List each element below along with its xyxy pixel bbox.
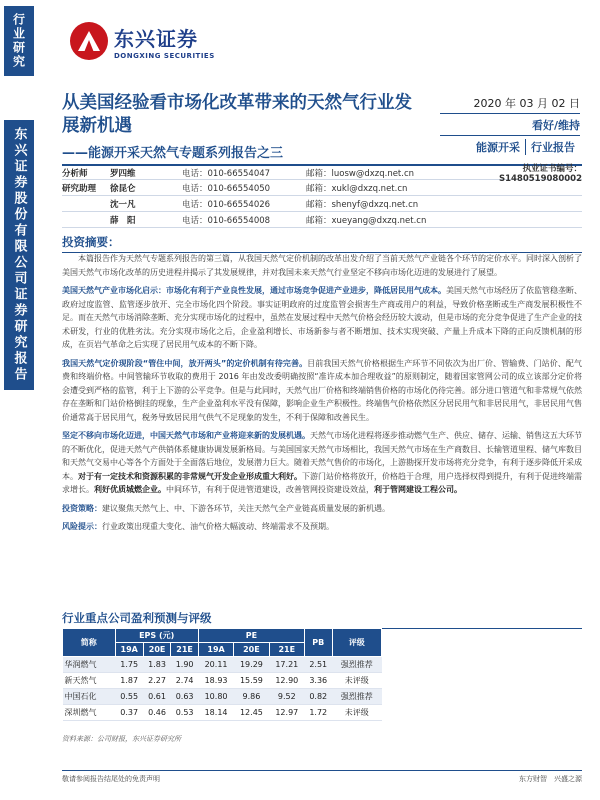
report-tags xyxy=(440,136,580,155)
paragraph-pricing xyxy=(62,357,582,425)
paragraph-outlook xyxy=(62,429,582,497)
report-subtitle: ——能源开采天然气专题系列报告之三 xyxy=(62,146,284,161)
table-source: 资料来源：公司财报，东兴证券研究所 xyxy=(62,735,181,743)
analyst-tel: 电话：010-66554050 xyxy=(182,183,271,194)
paragraph-lead: 投资策略： xyxy=(62,503,102,513)
analyst-table xyxy=(62,164,582,228)
paragraph-highlight: 利好优质城燃企业。 xyxy=(94,485,166,494)
col-year: 21E xyxy=(269,643,304,657)
table-cell: 0.63 xyxy=(171,689,199,705)
table-cell: 3.36 xyxy=(304,673,332,689)
col-year: 20E xyxy=(143,643,171,657)
paragraph-intro: 本篇报告作为天然气专题系列报告的第三篇，从我国天然气定价机制的改革出发介绍了当前天然气产业链各个环节的定价水平。同时深入剖析了美国天然气市场化改革的历史进程并揭示了其发展规律，并对我国未来天然气行业坚定不移向市场化迈进的发展进行了展望。 xyxy=(62,254,582,277)
category-label: 行业研究 xyxy=(4,6,34,76)
table-row xyxy=(63,673,382,689)
forecast-table xyxy=(62,628,382,721)
analyst-tel: 电话：010-66554047 xyxy=(182,168,271,179)
left-strip xyxy=(0,0,38,800)
analyst-name: 沈一凡 xyxy=(110,199,136,210)
paragraph-text: 中间环节，有利于促进管道建设，改善管网投资建设效益， xyxy=(166,485,374,494)
analyst-name: 薛 阳 xyxy=(110,215,136,226)
summary-heading: 投资摘要： xyxy=(62,234,582,253)
table-cell: 2.27 xyxy=(143,673,171,689)
analyst-email[interactable]: 邮箱：shenyf@dxzq.net.cn xyxy=(306,199,419,210)
table-cell: 19.29 xyxy=(234,657,269,673)
col-company: 简称 xyxy=(63,629,116,657)
table-cell: 12.90 xyxy=(269,673,304,689)
paragraph-lead: 坚定不移向市场化迈进，中国天然气市场和产业将迎来新的发展机遇。 xyxy=(62,431,310,440)
paragraph-us-lesson xyxy=(62,284,582,352)
logo-name-cn: 东兴证券 xyxy=(114,26,198,51)
table-cell: 17.21 xyxy=(269,657,304,673)
paragraph-lead: 风险提示： xyxy=(62,522,102,531)
report-rating: 看好/维持 xyxy=(440,114,580,136)
table-cell: 2.51 xyxy=(304,657,332,673)
table-cell: 0.46 xyxy=(143,705,171,721)
analyst-tel: 电话：010-66554008 xyxy=(182,215,271,226)
company-name: 中国石化 xyxy=(63,689,116,705)
tag-sector: 能源开采 xyxy=(476,141,520,154)
table-cell: 2.74 xyxy=(171,673,199,689)
table-cell: 0.61 xyxy=(143,689,171,705)
col-pb: PB xyxy=(304,629,332,657)
footer-slogan: 东方财智 兴盛之源 xyxy=(519,775,582,783)
table-row xyxy=(63,705,382,721)
table-cell: 20.11 xyxy=(198,657,233,673)
table-cell: 未评级 xyxy=(332,705,382,721)
paragraph-lead: 美国天然气产业市场化启示：市场化有利于产业良性发展，通过市场竞争促进产业进步，降低居民用气成本。 xyxy=(62,286,446,295)
col-eps: EPS (元) xyxy=(115,629,198,643)
paragraph-risk xyxy=(62,520,582,534)
report-title: 从美国经验看市场化改革带来的天然气行业发展新机遇 xyxy=(62,93,412,136)
table-cell: 1.83 xyxy=(143,657,171,673)
table-cell: 0.82 xyxy=(304,689,332,705)
report-date: 2020 年 03 月 02 日 xyxy=(440,95,580,114)
table-cell: 0.55 xyxy=(115,689,143,705)
logo-icon xyxy=(70,22,108,60)
analyst-role: 分析师 xyxy=(62,168,88,179)
table-cell: 18.14 xyxy=(198,705,233,721)
table-cell: 1.72 xyxy=(304,705,332,721)
analyst-email[interactable]: 邮箱：xueyang@dxzq.net.cn xyxy=(306,215,427,226)
table-cell: 强烈推荐 xyxy=(332,689,382,705)
table-cell: 1.87 xyxy=(115,673,143,689)
paragraph-text: 行业政策出现重大变化、油气价格大幅波动、终端需求不及预期。 xyxy=(102,522,334,531)
page-footer xyxy=(62,770,582,784)
footer-disclaimer: 敬请参阅报告结尾处的免责声明 xyxy=(62,775,160,783)
logo-name-en: DONGXING SECURITIES xyxy=(114,51,215,60)
table-heading: 行业重点公司盈利预测与评级 xyxy=(62,610,582,629)
table-cell: 9.86 xyxy=(234,689,269,705)
company-label: 东兴证券股份有限公司证券研究报告 xyxy=(4,120,34,390)
analyst-cert: 执业证书编号：S1480519080002 xyxy=(498,163,582,184)
table-cell: 未评级 xyxy=(332,673,382,689)
company-name: 深圳燃气 xyxy=(63,705,116,721)
table-cell: 1.75 xyxy=(115,657,143,673)
analyst-role: 研究助理 xyxy=(62,183,97,194)
table-cell: 9.52 xyxy=(269,689,304,705)
table-cell: 1.90 xyxy=(171,657,199,673)
company-name: 华润燃气 xyxy=(63,657,116,673)
table-cell: 强烈推荐 xyxy=(332,657,382,673)
analyst-name: 罗四维 xyxy=(110,168,136,179)
table-cell: 0.37 xyxy=(115,705,143,721)
report-meta xyxy=(440,95,580,155)
col-year: 20E xyxy=(234,643,269,657)
paragraph-text: 美国天然气市场经历了依监管稳垄断、政府过度监管、监管逐步放开、完全市场化四个阶段。事实证明政府的过度监管会损害生产商或用户的利益，导致价格垄断或生产商发展积极性不足。而在天然气市场消除垄断、充分实现市场化的过程中，虽然在发展过程中天然气价格会经历较大波动，但是市场的充分竞争促进了生产企业的技术研发，行业的优胜劣汰。充分实现市场化之后，企业盈利增长、市场新参与者不断增加、技术实现突破、产量上升成本下降的正向反馈机制的形成，在页岩气革命之后实现了居民用气成本的不断下降。 xyxy=(62,286,582,349)
paragraph-highlight: 对于有一定技术和资源积累的非常规气开发企业形成重大利好。 xyxy=(78,471,302,481)
company-logo xyxy=(70,22,215,60)
analyst-name: 徐昆仑 xyxy=(110,183,136,194)
analyst-row xyxy=(62,212,582,228)
col-year: 21E xyxy=(171,643,199,657)
analyst-row xyxy=(62,196,582,212)
paragraph-highlight: 利于管网建设工程公司。 xyxy=(374,485,462,494)
analyst-tel: 电话：010-66554026 xyxy=(182,199,271,210)
paragraph-text: 目前我国天然气价格根据生产环节不同依次为出厂价、管输费、门站价、配气费和终端价格。中间管输环节收取的费用于 2016 年由发改委明确按照“准许成本加合理收益”的原则制定，随着国家管网公司的成立该部分定价将会遭受到严格的监管，利于上下游的公平竞争。但是与此同时，天然气出厂价格和终端销售价格的市场化仍待完善。部分进口管道气和非常规气依然存在垄断和门站价格倒挂的现象，生产企业盈利水平没有保障，影响企业生产积极性。终端售气价格依然区分居民用气和非居民用气，非居民用气售价通常高于居民用气，税务导致居民用气供气不足现象的发生，不利于保障和改善民生。 xyxy=(62,358,582,422)
table-cell: 10.80 xyxy=(198,689,233,705)
col-pe: PE xyxy=(198,629,304,643)
table-cell: 12.97 xyxy=(269,705,304,721)
paragraph-text: 下游门站价格将放开，价格趋于合理，用户选择权得到提升，有利于促进终端需求增长。 xyxy=(62,471,582,494)
paragraph-strategy xyxy=(62,502,582,516)
table-row xyxy=(63,657,382,673)
col-year: 19A xyxy=(198,643,233,657)
paragraph-text: 天然气市场化进程将逐步推动燃气生产、供应、储存、运输、销售这五大环节的不断优化，促进天然气产供销体系健康协调发展新格局。与美国国家天然气市场相比，我国天然气市场在生产商数目、长输管道里程、储气库数目和天然气交易中心等各个方面处于全面落后地位，发展潜力巨大。随着天然气售价的市场化，上游勘探开发市场将充分竞争，有利于逐步降低开采成本。 xyxy=(62,431,582,481)
analyst-row xyxy=(62,163,582,184)
table-cell: 15.59 xyxy=(234,673,269,689)
col-year: 19A xyxy=(115,643,143,657)
table-cell: 18.93 xyxy=(198,673,233,689)
tag-type: 行业报告 xyxy=(525,139,580,155)
summary-body xyxy=(62,252,582,539)
col-rating: 评级 xyxy=(332,629,382,657)
table-row xyxy=(63,689,382,705)
table-cell: 12.45 xyxy=(234,705,269,721)
analyst-email[interactable]: 邮箱：xukl@dxzq.net.cn xyxy=(306,183,408,194)
paragraph-lead: 我国天然气定价现阶段“管住中间，放开两头”的定价机制有待完善。 xyxy=(62,358,308,368)
analyst-email[interactable]: 邮箱：luosw@dxzq.net.cn xyxy=(306,168,415,179)
table-cell: 0.53 xyxy=(171,705,199,721)
company-name: 新天然气 xyxy=(63,673,116,689)
paragraph-text: 建议聚焦天然气上、中、下游各环节，关注天然气全产业链高质量发展的新机遇。 xyxy=(102,503,390,513)
